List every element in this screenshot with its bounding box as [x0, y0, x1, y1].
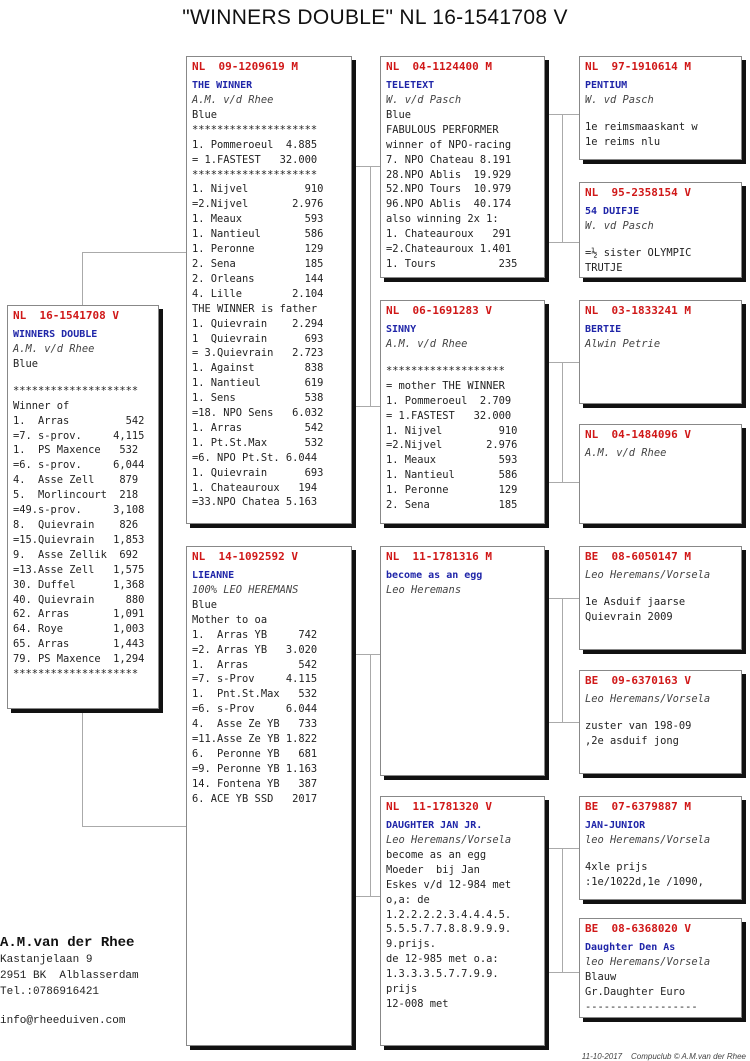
result-line: 30. Duffel 1,368 — [13, 578, 145, 591]
result-line: Quievrain 2009 — [585, 610, 673, 623]
pigeon-card-sire-sire — [380, 56, 545, 278]
pigeon-name: Daughter Den As — [585, 942, 676, 953]
result-line: Blue — [386, 108, 412, 121]
owner-name: 100% LEO HEREMANS — [192, 584, 299, 596]
result-line: :1e/1022d,1e /1090, — [585, 875, 704, 888]
owner-name: Leo Heremans/Vorsela — [585, 569, 711, 581]
result-line: =9. Peronne YB 1.163 — [192, 762, 318, 775]
connector-dam-ds — [352, 654, 380, 655]
result-line: 6. ACE YB SSD 2017 — [192, 792, 318, 805]
pigeon-name: LIEANNE — [192, 570, 235, 581]
ring-number: NL 97-1910614 M — [585, 60, 691, 73]
result-line: 1. Arras 542 — [13, 414, 145, 427]
result-line: 7. NPO Chateau 8.191 — [386, 153, 512, 166]
breeder-name: A.M.van der Rhee — [0, 935, 135, 951]
connector-ss-a — [545, 114, 579, 115]
pigeon-card-sire — [186, 56, 352, 524]
result-line: 1. Arras 542 — [192, 421, 324, 434]
result-line: 1 Quievrain 693 — [192, 332, 324, 345]
spacer — [585, 234, 736, 246]
pigeon-card-dam — [186, 546, 352, 1046]
result-line: 1. Quievrain 2.294 — [192, 317, 324, 330]
result-line: Blauw — [585, 970, 617, 983]
result-line: 1. Arras 542 — [192, 658, 318, 671]
breeder-address-line: 2951 BK Alblasserdam — [0, 970, 139, 982]
owner-name: Leo Heremans/Vorsela — [386, 834, 512, 846]
result-line: Blue — [13, 357, 39, 370]
result-line: 1. Nantieul 586 — [386, 469, 518, 482]
page-title: "WINNERS DOUBLE" NL 16-1541708 V — [182, 6, 568, 29]
connector-ds — [562, 598, 563, 722]
result-line: 1. Pommeroeul 4.885 — [192, 138, 318, 151]
result-line: 8. Quievrain 826 — [13, 518, 139, 531]
result-line: =18. NPO Sens 6.032 — [192, 407, 324, 420]
result-line: 14. Fontena YB 387 — [192, 777, 318, 790]
result-line: 1. Against 838 — [192, 362, 324, 375]
connector-ss-b — [545, 242, 579, 243]
pigeon-name: become as an egg — [386, 570, 483, 581]
result-line: Blue — [192, 108, 218, 121]
breeder-phone: Tel.:0786916421 — [0, 986, 100, 998]
connector-main-dam — [82, 826, 186, 827]
result-line: become as an egg — [386, 848, 487, 861]
result-line: 1. Chateauroux 291 — [386, 228, 512, 241]
result-line: = 3.Quievrain 2.723 — [192, 347, 324, 360]
result-line: =49.s-prov. 3,108 — [13, 504, 145, 517]
pigeon-card-ssd — [579, 182, 742, 278]
ring-number: NL 95-2358154 V — [585, 186, 691, 199]
result-line: 1. PS Maxence 532 — [13, 444, 139, 457]
pigeon-name: PENTIUM — [585, 80, 628, 91]
result-line: 1e Asduif jaarse — [585, 595, 686, 608]
owner-name: Leo Heremans/Vorsela — [585, 693, 711, 705]
pigeon-name: JAN-JUNIOR — [585, 820, 646, 831]
result-line: Moeder bij Jan — [386, 863, 480, 876]
result-line: 1e reimsmaaskant w — [585, 120, 698, 133]
pigeon-card-dds — [579, 796, 742, 900]
result-line: Eskes v/d 12-984 met — [386, 878, 512, 891]
result-line: 1. Meaux 593 — [386, 454, 518, 467]
connector-sd-b — [545, 482, 579, 483]
ring-number: NL 09-1209619 M — [192, 60, 298, 73]
result-line: 2. Sena 185 — [386, 499, 518, 512]
pigeon-card-dam-dam — [380, 796, 545, 1046]
result-line: 1. Nantieul 586 — [192, 228, 324, 241]
spacer — [585, 848, 736, 860]
connector-dd — [562, 848, 563, 972]
owner-name: A.M. v/d Rhee — [585, 447, 667, 459]
result-line: 1. Arras YB 742 — [192, 628, 318, 641]
result-line: 2. Sena 185 — [192, 257, 324, 270]
pigeon-card-ddd — [579, 918, 742, 1018]
connector-sd — [562, 362, 563, 482]
spacer — [386, 352, 539, 364]
result-line: =6. s-prov. 6,044 — [13, 459, 145, 472]
result-line: 62. Arras 1,091 — [13, 608, 145, 621]
pigeon-card-sds — [579, 300, 742, 404]
connector-dd-a — [545, 848, 579, 849]
result-line: 1. Pommeroeul 2.709 — [386, 394, 512, 407]
ring-number: NL 11-1781320 V — [386, 800, 492, 813]
result-line: =2.Chateauroux 1.401 — [386, 243, 512, 256]
spacer — [585, 108, 736, 120]
breeder-block — [0, 934, 139, 1000]
result-line: 65. Arras 1,443 — [13, 638, 145, 651]
connector-ds-a — [545, 598, 579, 599]
result-line: = mother THE WINNER — [386, 379, 505, 392]
owner-name: Alwin Petrie — [585, 338, 661, 350]
result-line: =6. s-Prov 6.044 — [192, 703, 318, 716]
connector-dam — [370, 654, 371, 896]
pigeon-card-sss — [579, 56, 742, 160]
result-line: =33.NPO Chatea 5.163 — [192, 496, 318, 509]
owner-name: Leo Heremans — [386, 584, 462, 596]
ring-number: BE 08-6368020 V — [585, 922, 691, 935]
result-line: Mother to oa — [192, 613, 268, 626]
result-line: 5.5.5.7.7.8.8.9.9.9. — [386, 923, 512, 936]
result-line: 64. Roye 1,003 — [13, 623, 145, 636]
connector-sire — [370, 166, 371, 406]
result-line: 1. Nijvel 910 — [386, 424, 518, 437]
result-line: prijs — [386, 983, 418, 996]
connector-sire-sd — [352, 406, 380, 407]
result-line: ******************** — [192, 168, 318, 181]
footer-credit: 11-10-2017 Compuclub © A.M.van der Rhee — [581, 1052, 746, 1061]
result-line: 4. Asse Ze YB 733 — [192, 718, 318, 731]
result-line: 9. Asse Zellik 692 — [13, 548, 139, 561]
result-line: 4. Asse Zell 879 — [13, 474, 139, 487]
result-line: 1.2.2.2.2.3.4.4.4.5. — [386, 908, 512, 921]
pigeon-name: BERTIE — [585, 324, 622, 335]
result-line: 12-008 met — [386, 997, 449, 1010]
result-line: ******************** — [192, 123, 318, 136]
owner-name: W. v/d Pasch — [386, 94, 462, 106]
ring-number: BE 08-6050147 M — [585, 550, 691, 563]
pigeon-card-sire-dam — [380, 300, 545, 524]
result-line: =½ sister OLYMPIC — [585, 246, 692, 259]
owner-name: leo Heremans/Vorsela — [585, 834, 711, 846]
result-line: ******************** — [13, 384, 139, 397]
result-line: =2.Nijvel 2.976 — [386, 439, 518, 452]
result-line: de 12-985 met o.a: — [386, 953, 499, 966]
ring-number: BE 07-6379887 M — [585, 800, 691, 813]
pigeon-card-sdd — [579, 424, 742, 524]
ring-number: BE 09-6370163 V — [585, 674, 691, 687]
result-line: zuster van 198-09 — [585, 719, 692, 732]
spacer — [585, 583, 736, 595]
result-line: TRUTJE — [585, 261, 623, 274]
result-line: 28.NPO Ablis 19.929 — [386, 168, 512, 181]
result-line: ------------------ — [585, 1000, 698, 1013]
connector-dd-b — [545, 972, 579, 973]
result-line: 2. Orleans 144 — [192, 272, 324, 285]
result-line: ,2e asduif jong — [585, 734, 679, 747]
result-line: 79. PS Maxence 1,294 — [13, 653, 145, 666]
result-line: =2. Arras YB 3.020 — [192, 643, 318, 656]
pigeon-name: THE WINNER — [192, 80, 253, 91]
ring-number: NL 16-1541708 V — [13, 309, 119, 322]
pigeon-name: DAUGHTER JAN JR. — [386, 820, 483, 831]
result-line: 1. Tours 235 — [386, 257, 518, 270]
owner-name: leo Heremans/Vorsela — [585, 956, 711, 968]
result-line: Gr.Daughter Euro — [585, 985, 686, 998]
result-line: =6. NPO Pt.St. 6.044 — [192, 451, 318, 464]
connector-ds-b — [545, 722, 579, 723]
result-line: 1. Pnt.St.Max 532 — [192, 688, 318, 701]
ring-number: NL 03-1833241 M — [585, 304, 691, 317]
result-line: o,a: de — [386, 893, 430, 906]
result-line: ******************** — [13, 668, 139, 681]
ring-number: NL 04-1484096 V — [585, 428, 691, 441]
ring-number: NL 06-1691283 V — [386, 304, 492, 317]
result-line: =13.Asse Zell 1,575 — [13, 563, 145, 576]
owner-name: W. vd Pasch — [585, 94, 654, 106]
result-line: =7. s-prov. 4,115 — [13, 429, 145, 442]
result-line: 96.NPO Ablis 40.174 — [386, 198, 512, 211]
result-line: 9.prijs. — [386, 938, 437, 951]
result-line: 1. Peronne 129 — [192, 243, 324, 256]
pigeon-card-main — [7, 305, 159, 709]
owner-name: A.M. v/d Rhee — [386, 338, 468, 350]
result-line: 52.NPO Tours 10.979 — [386, 183, 512, 196]
result-line: also winning 2x 1: — [386, 213, 499, 226]
connector-dam-dd — [352, 896, 380, 897]
result-line: 1. Quievrain 693 — [192, 466, 324, 479]
result-line: =15.Quievrain 1,853 — [13, 533, 145, 546]
result-line: = 1.FASTEST 32.000 — [386, 409, 512, 422]
breeder-email[interactable]: info@rheeduiven.com — [0, 1015, 126, 1027]
result-line: 1. Nijvel 910 — [192, 183, 324, 196]
result-line: Blue — [192, 598, 218, 611]
result-line: =7. s-Prov 4.115 — [192, 673, 318, 686]
ring-number: NL 14-1092592 V — [192, 550, 298, 563]
result-line: 1. Peronne 129 — [386, 484, 518, 497]
result-line: = 1.FASTEST 32.000 — [192, 153, 318, 166]
pigeon-name: 54 DUIFJE — [585, 206, 640, 217]
pigeon-name: TELETEXT — [386, 80, 435, 91]
result-line: 1e reims nlu — [585, 135, 661, 148]
result-line: Winner of — [13, 399, 70, 412]
result-line: 5. Morlincourt 218 — [13, 489, 139, 502]
result-line: 1. Meaux 593 — [192, 213, 324, 226]
ring-number: NL 11-1781316 M — [386, 550, 492, 563]
result-line: winner of NPO-racing — [386, 138, 512, 151]
result-line: 1. Chateauroux 194 — [192, 481, 318, 494]
result-line: =11.Asse Ze YB 1.822 — [192, 733, 318, 746]
pigeon-name: SINNY — [386, 324, 417, 335]
pigeon-card-dsd — [579, 670, 742, 774]
owner-name: A.M. v/d Rhee — [13, 343, 95, 355]
spacer — [13, 372, 153, 384]
result-line: 4xle prijs — [585, 860, 648, 873]
result-line: 1.3.3.3.5.7.7.9.9. — [386, 968, 499, 981]
owner-name: A.M. v/d Rhee — [192, 94, 274, 106]
owner-name: W. vd Pasch — [585, 220, 654, 232]
result-line: 4. Lille 2.104 — [192, 287, 324, 300]
result-line: 1. Pt.St.Max 532 — [192, 436, 324, 449]
result-line: 1. Sens 538 — [192, 392, 324, 405]
connector-sd-a — [545, 362, 579, 363]
connector-sire-ss — [352, 166, 380, 167]
spacer — [585, 707, 736, 719]
result-line: 40. Quievrain 880 — [13, 593, 145, 606]
pigeon-card-dss — [579, 546, 742, 650]
result-line: THE WINNER is father — [192, 302, 318, 315]
result-line: 6. Peronne YB 681 — [192, 747, 318, 760]
pigeon-name: WINNERS DOUBLE — [13, 329, 98, 340]
result-line: =2.Nijvel 2.976 — [192, 198, 324, 211]
result-line: 1. Nantieul 619 — [192, 377, 324, 390]
connector-main-sire — [82, 252, 186, 253]
pigeon-card-dam-sire — [380, 546, 545, 776]
result-line: ******************* — [386, 364, 505, 377]
ring-number: NL 04-1124400 M — [386, 60, 492, 73]
result-line: FABULOUS PERFORMER — [386, 123, 499, 136]
connector-ss — [562, 114, 563, 242]
breeder-address-line: Kastanjelaan 9 — [0, 954, 93, 966]
